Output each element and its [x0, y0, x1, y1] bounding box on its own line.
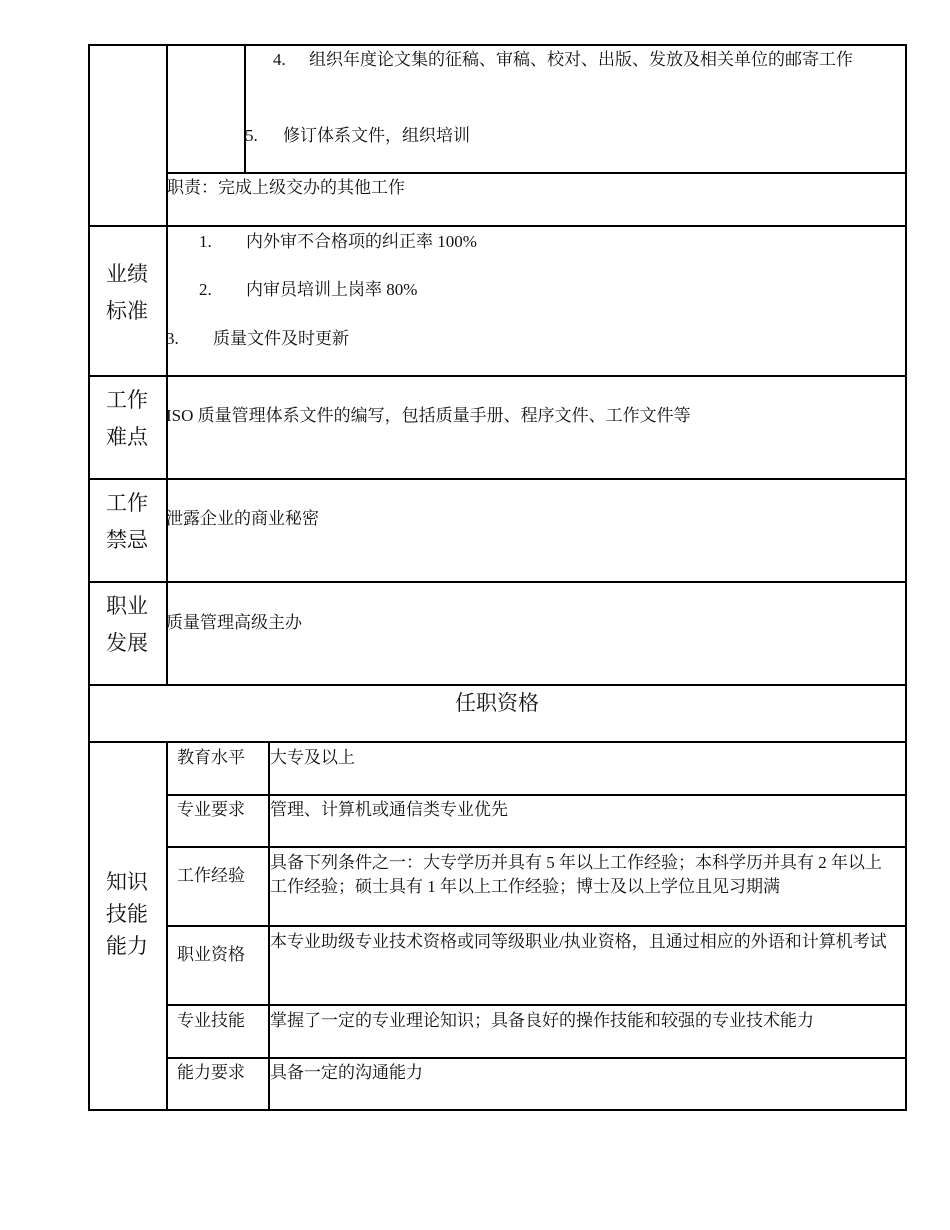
performance-item-2-text: 内审员培训上岗率 80% [246, 280, 418, 299]
knowledge-label-line3: 能力 [106, 934, 148, 958]
career-label-line2: 发展 [106, 631, 148, 655]
knowledge-value-experience: 具备下列条件之一：大专学历并具有 5 年以上工作经验；本科学历并具有 2 年以上工作经验；硕士具有 1 年以上工作经验；博士及以上学位且见习期满 [270, 853, 882, 896]
row-divider-taboo [88, 478, 906, 480]
row-divider-difficulty [88, 375, 906, 377]
performance-label [88, 256, 166, 330]
performance-label-line2: 标准 [106, 299, 148, 323]
knowledge-key-ability: 能力要求 [177, 1063, 245, 1082]
career-label-line1: 职业 [106, 594, 148, 618]
knowledge-key-major: 专业要求 [177, 800, 245, 819]
duty-item-5-number: 5. [245, 126, 258, 145]
taboo-label-line1: 工作 [106, 491, 148, 515]
performance-item-1-text: 内外审不合格项的纠正率 100% [246, 232, 477, 251]
performance-item-3-number: 3. [166, 329, 179, 348]
performance-item-2 [199, 278, 417, 302]
table-border-right [905, 44, 907, 1110]
table-border-top [88, 44, 907, 46]
performance-item-1 [199, 230, 477, 254]
knowledge-value-ability: 具备一定的沟通能力 [270, 1063, 423, 1082]
duty-item-5 [245, 124, 470, 148]
performance-item-1-number: 1. [199, 232, 212, 251]
knowledge-key-skill: 专业技能 [177, 1011, 245, 1030]
performance-item-3-text: 质量文件及时更新 [213, 329, 349, 348]
qualification-title: 任职资格 [455, 691, 539, 715]
difficulty-label-line1: 工作 [106, 388, 148, 412]
other-duty-text: 职责：完成上级交办的其他工作 [167, 178, 405, 197]
knowledge-key-education: 教育水平 [177, 748, 245, 767]
performance-item-3 [166, 327, 349, 351]
knowledge-value-education: 大专及以上 [270, 748, 355, 767]
knowledge-value-certification: 本专业助级专业技术资格或同等级职业/执业资格，且通过相应的外语和计算机考试 [270, 932, 887, 951]
knowledge-row-divider [166, 925, 906, 927]
difficulty-text: ISO 质量管理体系文件的编写，包括质量手册、程序文件、工作文件等 [166, 406, 691, 425]
knowledge-label-line2: 技能 [106, 902, 148, 926]
knowledge-row-divider [166, 794, 906, 796]
knowledge-key-certification: 职业资格 [177, 945, 245, 964]
row-divider-performance [88, 225, 906, 227]
taboo-label-line2: 禁忌 [106, 528, 148, 552]
table-border-bottom [88, 1109, 907, 1111]
taboo-text: 泄露企业的商业秘密 [166, 509, 319, 528]
knowledge-label [88, 866, 166, 962]
duty-item-4 [273, 48, 898, 72]
performance-label-line1: 业绩 [106, 262, 148, 286]
knowledge-key-experience: 工作经验 [177, 866, 245, 885]
knowledge-value-major: 管理、计算机或通信类专业优先 [270, 800, 508, 819]
knowledge-value-skill: 掌握了一定的专业理论知识；具备良好的操作技能和较强的专业技术能力 [270, 1011, 814, 1030]
duty-item-5-text: 修订体系文件，组织培训 [283, 126, 470, 145]
career-text: 质量管理高级主办 [166, 613, 302, 632]
row-divider-career [88, 581, 906, 583]
row-divider-qualification [88, 684, 906, 686]
knowledge-row-divider [166, 1057, 906, 1059]
duty-item-4-text: 组织年度论文集的征稿、审稿、校对、出版、发放及相关单位的邮寄工作 [309, 50, 853, 69]
knowledge-row-divider [166, 1004, 906, 1006]
row-divider-duties [166, 172, 906, 174]
duty-item-4-number: 4. [273, 50, 286, 69]
career-label [88, 588, 166, 662]
row-divider-knowledge [88, 741, 906, 743]
difficulty-label-line2: 难点 [106, 425, 148, 449]
knowledge-label-line1: 知识 [106, 870, 148, 894]
taboo-label [88, 485, 166, 559]
knowledge-row-divider [166, 846, 906, 848]
difficulty-label [88, 382, 166, 456]
duties-subcolumn-divider [244, 44, 246, 173]
label-column-divider [166, 44, 168, 685]
performance-item-2-number: 2. [199, 280, 212, 299]
